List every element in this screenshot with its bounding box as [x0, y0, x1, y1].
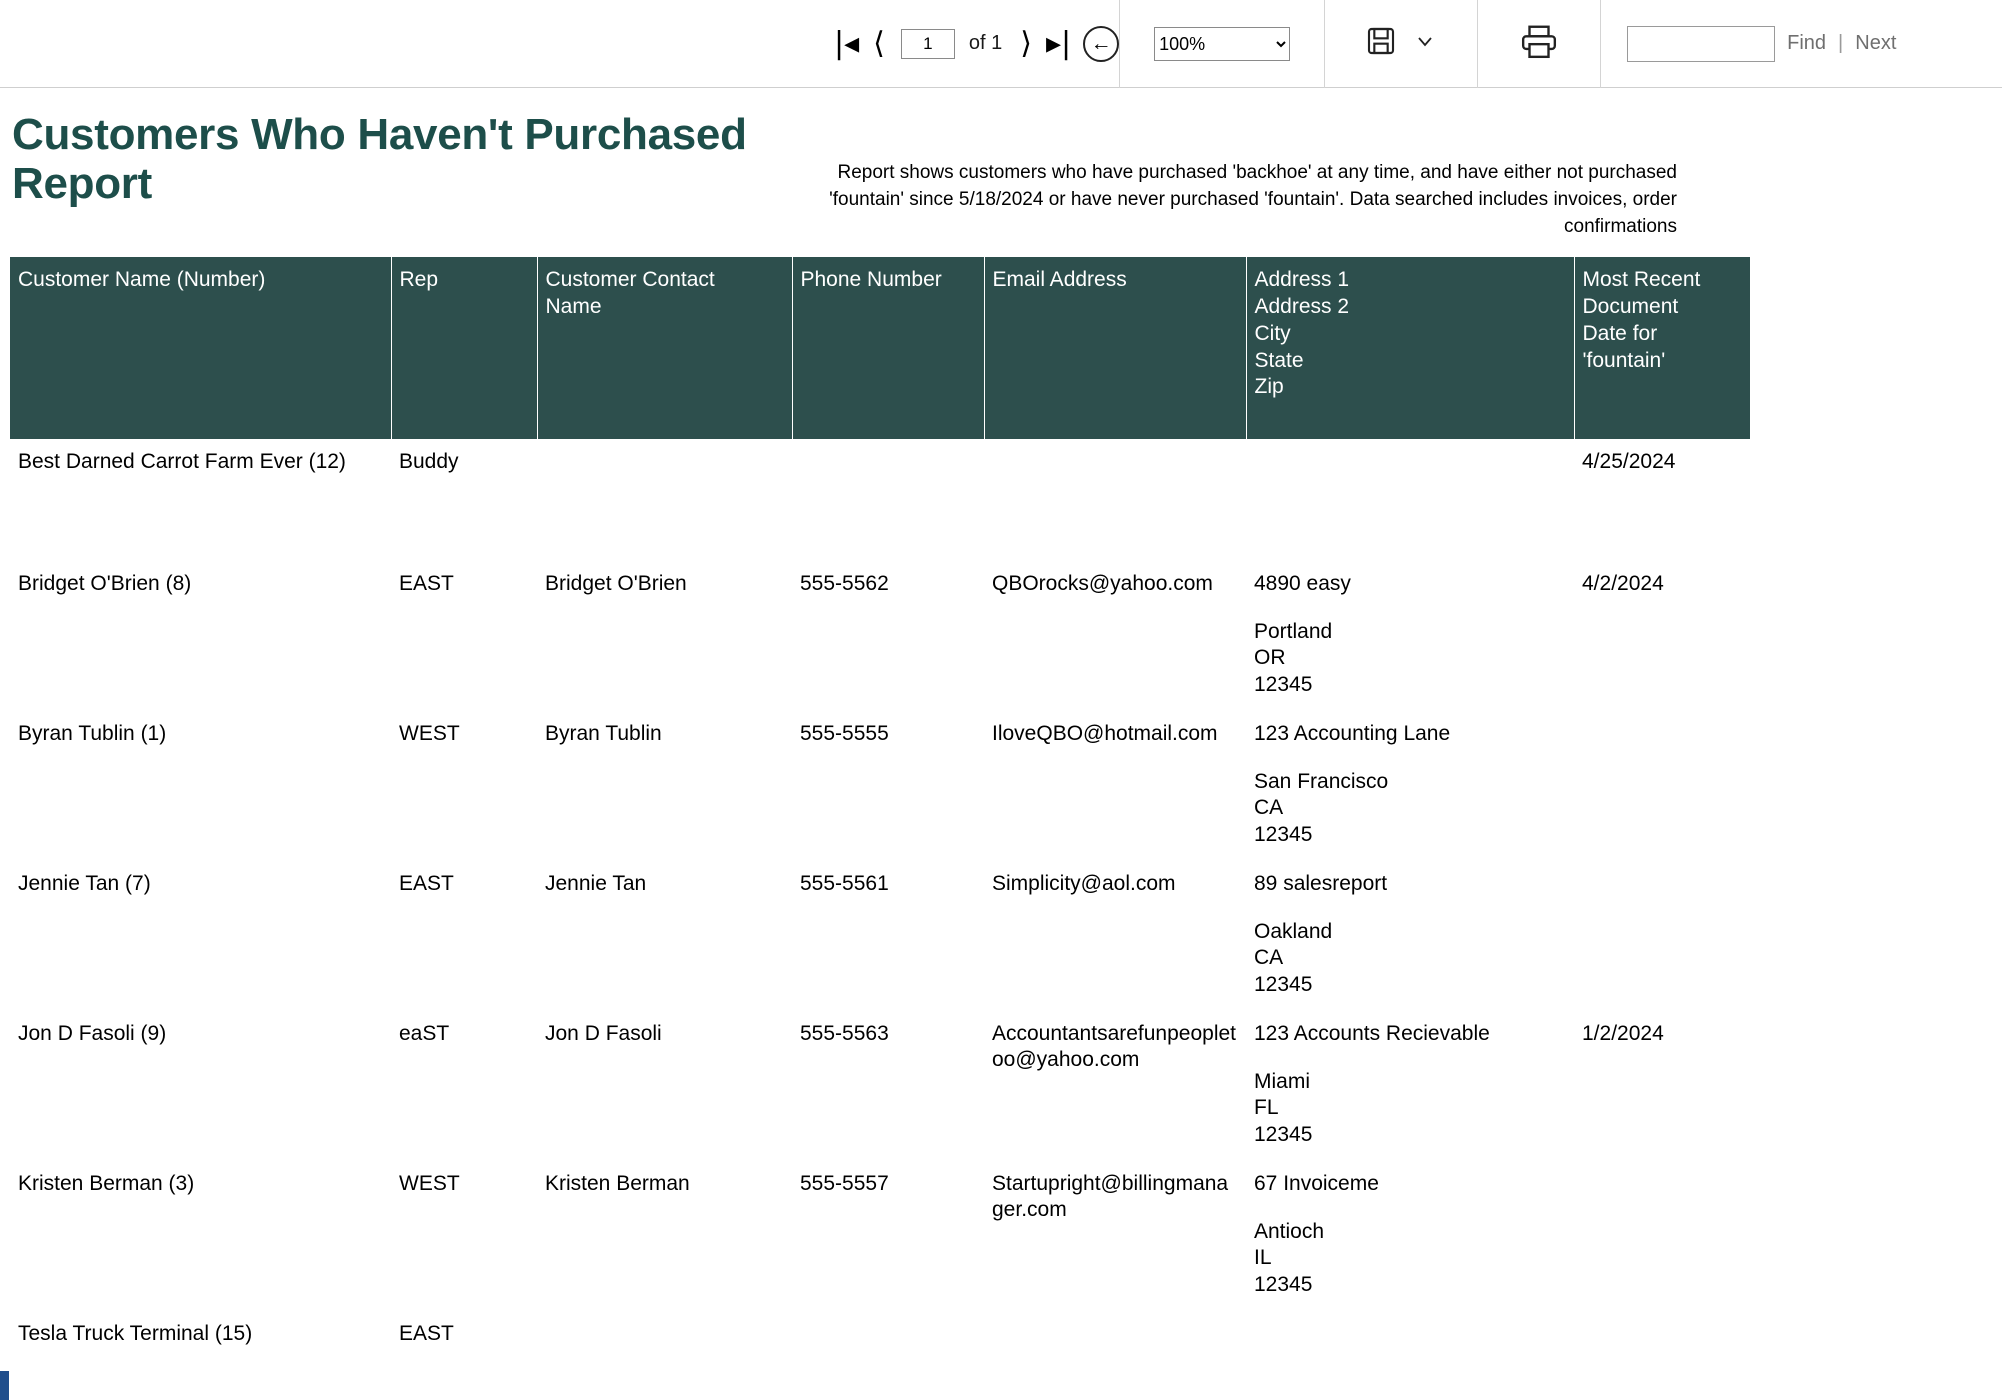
cell-rep: EAST	[399, 871, 454, 895]
cell-contact-name: Kristen Berman	[545, 1171, 690, 1195]
find-next-button[interactable]: Next	[1855, 32, 1897, 54]
address-line1: 123 Accounting Lane	[1254, 721, 1451, 745]
cell-recent-date: 4/25/2024	[1582, 449, 1676, 473]
header-line: Address 2	[1254, 294, 1350, 318]
cell-address	[1246, 439, 1574, 561]
cell-rep: EAST	[399, 571, 454, 595]
table-body	[10, 439, 1750, 1371]
column-header-address	[1246, 257, 1574, 439]
cell-address	[1246, 1011, 1574, 1161]
find-controls	[1601, 0, 1922, 88]
cell-email: QBOrocks@yahoo.com	[992, 571, 1213, 595]
cell-customer-name: Kristen Berman (3)	[18, 1171, 195, 1195]
cell-phone: 555-5561	[800, 871, 889, 895]
cell-address	[1246, 561, 1574, 711]
cell-contact-name: Jon D Fasoli	[545, 1021, 662, 1045]
page-title: Customers Who Haven't Purchased Report	[12, 110, 747, 209]
cell-rep: Buddy	[399, 449, 459, 473]
table-row	[10, 1011, 1750, 1161]
table-row	[10, 1311, 1750, 1371]
cell-customer-name: Byran Tublin (1)	[18, 721, 167, 745]
header-line: Address 1	[1254, 267, 1350, 291]
address-zip: 12345	[1254, 1122, 1313, 1146]
header-line: City	[1254, 321, 1291, 345]
address-city: San Francisco	[1254, 770, 1389, 794]
header-line: Customer Contact	[545, 267, 715, 291]
search-input[interactable]	[1627, 26, 1775, 62]
cell-phone	[792, 1311, 984, 1371]
cell-address	[1246, 711, 1574, 861]
cell-customer-name: Jennie Tan (7)	[18, 871, 151, 895]
cell-contact-name: Bridget O'Brien	[545, 571, 687, 595]
export-controls	[1325, 0, 1477, 88]
cell-address	[1246, 1311, 1574, 1371]
table-header-row	[10, 257, 1750, 439]
address-spacer	[1254, 1197, 1566, 1219]
table-row	[10, 861, 1750, 1011]
header-line: Most Recent	[1582, 267, 1701, 291]
column-header-email: Email Address	[984, 257, 1246, 439]
header-line: Document	[1582, 294, 1679, 318]
address-spacer	[1254, 1047, 1566, 1069]
address-spacer	[1254, 897, 1566, 919]
cell-address	[1246, 861, 1574, 1011]
header-line: Date for	[1582, 321, 1658, 345]
pagination-controls	[830, 0, 1119, 88]
column-header-contact-name	[537, 257, 792, 439]
report-document	[0, 88, 2002, 1371]
find-separator: |	[1838, 32, 1844, 54]
cell-email: Accountantsarefunpeopletoo@yahoo.com	[992, 1021, 1237, 1072]
column-header-phone: Phone Number	[792, 257, 984, 439]
chevron-down-icon[interactable]	[1413, 29, 1437, 58]
previous-page-icon[interactable]: ⟨	[873, 25, 885, 61]
cell-address	[1246, 1161, 1574, 1311]
cell-phone	[792, 439, 984, 561]
cell-email: IloveQBO@hotmail.com	[992, 721, 1218, 745]
cell-email: Simplicity@aol.com	[992, 871, 1176, 895]
address-city: Antioch	[1254, 1220, 1325, 1244]
cell-recent-date	[1574, 711, 1750, 861]
report-description: Report shows customers who have purchased 'backhoe' at any time, and have either not purchased 'fountain' since 5/18/2024 or have never purchased 'fountain'. Data searched includes invoices, order confirmations	[829, 162, 1677, 237]
address-zip: 12345	[1254, 1272, 1313, 1296]
address-city: Portland	[1254, 620, 1333, 644]
column-header-recent-date	[1574, 257, 1750, 439]
cell-recent-date	[1574, 1161, 1750, 1311]
back-circle-icon[interactable]: ←	[1083, 26, 1119, 62]
cell-phone: 555-5562	[800, 571, 889, 595]
print-controls	[1478, 0, 1600, 88]
cell-email	[984, 439, 1246, 561]
find-button[interactable]: Find	[1787, 32, 1827, 54]
save-disk-icon[interactable]	[1365, 25, 1397, 62]
page-count-label: of 1	[968, 32, 1003, 54]
report-table	[10, 257, 1750, 1371]
cell-recent-date: 4/2/2024	[1582, 571, 1664, 595]
cell-recent-date	[1574, 1311, 1750, 1371]
address-city: Miami	[1254, 1070, 1310, 1094]
cell-contact-name	[537, 1311, 792, 1371]
cell-contact-name: Jennie Tan	[545, 871, 647, 895]
header-line: Zip	[1254, 375, 1284, 399]
cell-customer-name: Tesla Truck Terminal (15)	[18, 1321, 253, 1345]
cell-phone: 555-5563	[800, 1021, 889, 1045]
table-row	[10, 1161, 1750, 1311]
address-line1: 67 Invoiceme	[1254, 1171, 1379, 1195]
zoom-select[interactable]	[1154, 27, 1290, 61]
cell-customer-name: Jon D Fasoli (9)	[18, 1021, 167, 1045]
address-state: CA	[1254, 796, 1284, 820]
cell-rep: WEST	[399, 1171, 460, 1195]
column-header-rep: Rep	[391, 257, 537, 439]
report-toolbar	[0, 0, 2002, 88]
address-city: Oakland	[1254, 920, 1333, 944]
address-state: CA	[1254, 946, 1284, 970]
header-line: 'fountain'	[1582, 348, 1666, 372]
cell-recent-date	[1574, 861, 1750, 1011]
zoom-controls	[1120, 0, 1324, 88]
cell-rep: EAST	[399, 1321, 454, 1345]
address-spacer	[1254, 597, 1566, 619]
page-number-input[interactable]	[901, 29, 955, 59]
cell-recent-date: 1/2/2024	[1582, 1021, 1664, 1045]
address-state: OR	[1254, 646, 1286, 670]
cell-email	[984, 1311, 1246, 1371]
address-line1: 123 Accounts Recievable	[1254, 1021, 1490, 1045]
address-state: FL	[1254, 1096, 1279, 1120]
table-row	[10, 439, 1750, 561]
next-page-icon[interactable]: ⟩	[1020, 25, 1032, 61]
address-line1: 4890 easy	[1254, 571, 1351, 595]
cell-customer-name: Bridget O'Brien (8)	[18, 571, 192, 595]
first-page-icon[interactable]: |◂	[834, 25, 860, 61]
cell-rep: WEST	[399, 721, 460, 745]
header-line: Name	[545, 294, 602, 318]
cell-contact-name: Byran Tublin	[545, 721, 662, 745]
address-line1: 89 salesreport	[1254, 871, 1388, 895]
address-spacer	[1254, 747, 1566, 769]
table-row	[10, 561, 1750, 711]
table-row	[10, 711, 1750, 861]
header-line: State	[1254, 348, 1304, 372]
address-zip: 12345	[1254, 672, 1313, 696]
report-header	[0, 88, 2002, 241]
printer-icon[interactable]	[1518, 22, 1560, 65]
address-zip: 12345	[1254, 822, 1313, 846]
cell-email: Startupright@billingmanager.com	[992, 1171, 1229, 1222]
last-page-icon[interactable]: ▸|	[1045, 25, 1072, 61]
cell-phone: 555-5557	[800, 1171, 889, 1195]
cell-contact-name	[537, 439, 792, 561]
address-state: IL	[1254, 1246, 1272, 1270]
column-header-customer-name: Customer Name (Number)	[10, 257, 391, 439]
cell-phone: 555-5555	[800, 721, 889, 745]
cell-customer-name: Best Darned Carrot Farm Ever (12)	[18, 449, 346, 473]
address-zip: 12345	[1254, 972, 1313, 996]
cell-rep: eaST	[399, 1021, 450, 1045]
